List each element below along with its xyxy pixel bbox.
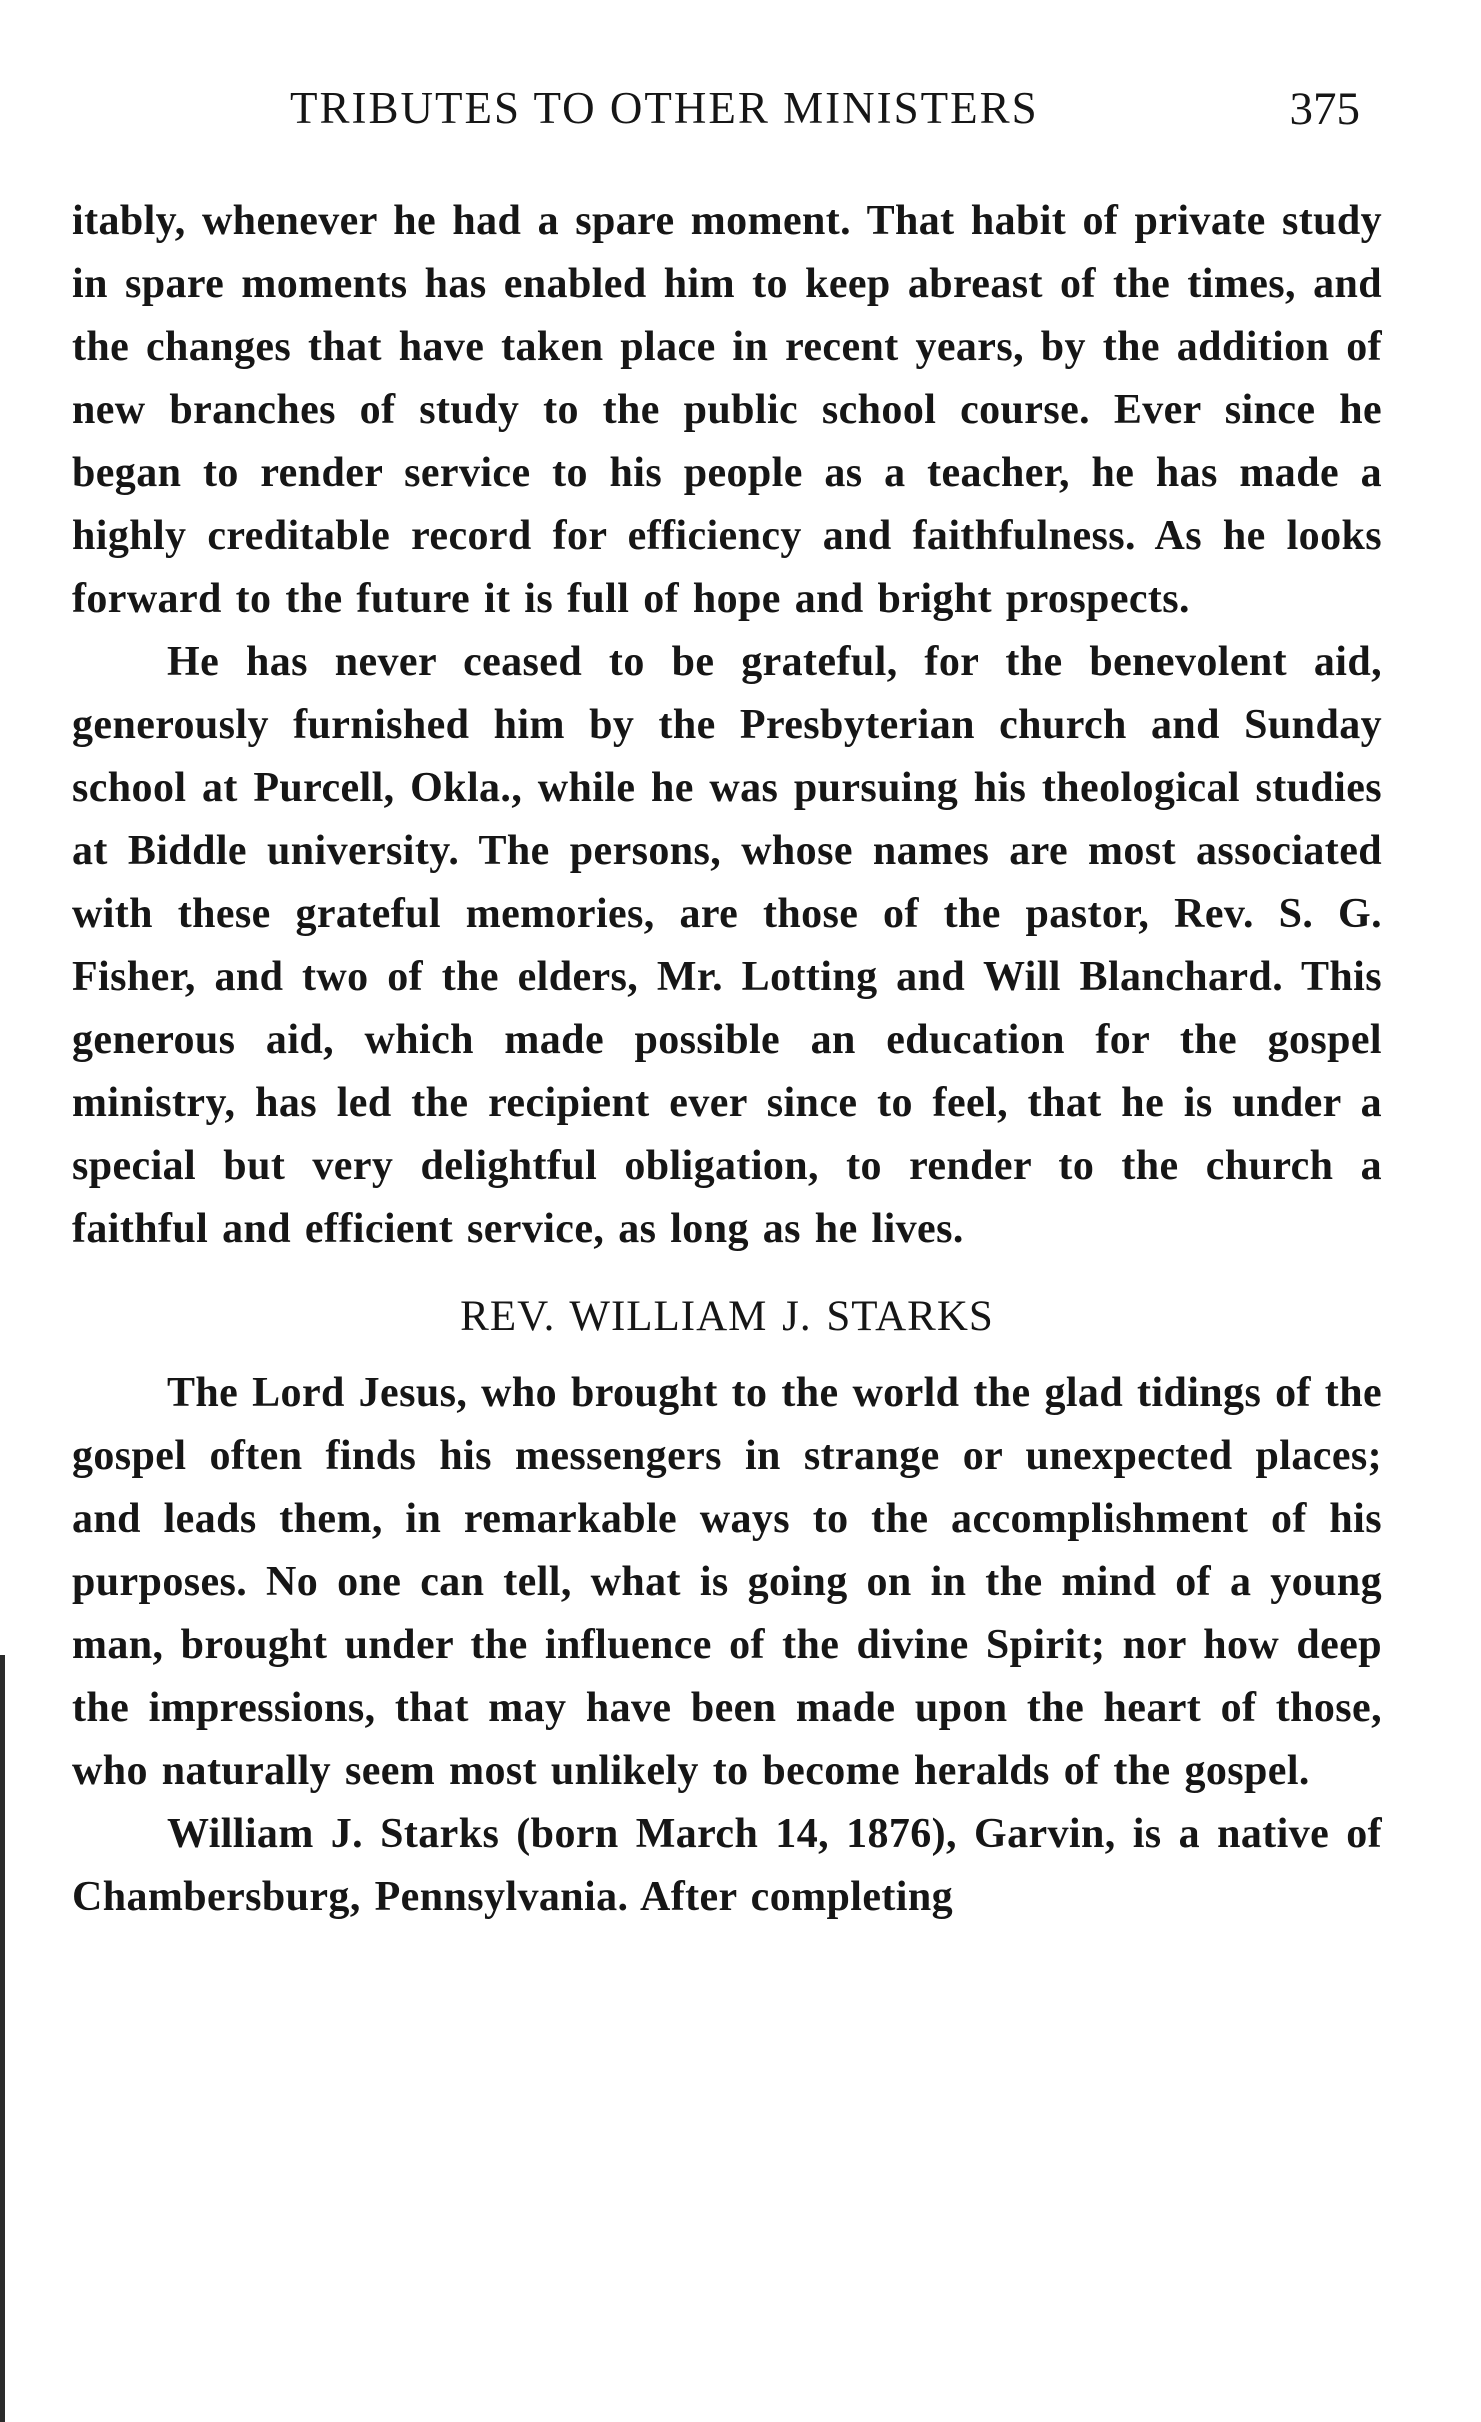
body-text [72, 190, 1382, 1929]
paragraph-biography: William J. Starks (born March 14, 1876), Garvin, is a native of Chambersburg, Pennsylvania. After completing [72, 1811, 1382, 1920]
binding-edge-line [0, 1655, 5, 2422]
section-heading: REV. WILLIAM J. STARKS [460, 1293, 994, 1340]
paragraph-gratitude: He has never ceased to be grateful, for the benevolent aid, generously furnished him by the Presbyterian church and Sunday school at Purcell, Okla., while he was pursuing his theological studies at Biddle university. The persons, whose names are most associated with these grateful memories, are those of the pastor, Rev. S. G. Fisher, and two of the elders, Mr. Lotting and Will Blanchard. This generous aid, which made possible an education for the gospel ministry, has led the recipient ever since to feel, that he is under a special but very delightful obligation, to render to the church a faithful and efficient service, as long as he lives. [72, 639, 1382, 1252]
running-head [290, 82, 1360, 152]
paragraph-continuation: itably, whenever he had a spare moment. That habit of private study in spare moments has enabled him to keep abreast of the times, and the changes that have taken place in recent years, by the addition of new branches of study to the public school course. Ever since he began to render service to his people as a teacher, he has made a highly creditable record for efficiency and faithfulness. As he looks forward to the future it is full of hope and bright prospects. [72, 198, 1382, 622]
page-number: 375 [1289, 83, 1360, 135]
paragraph-introduction: The Lord Jesus, who brought to the world the glad tidings of the gospel often finds his messengers in strange or unexpected places; and leads them, in remarkable ways to the accomplishment of his purposes. No one can tell, what is going on in the mind of a young man, brought under the influence of the divine Spirit; nor how deep the impressions, that may have been made upon the heart of those, who naturally seem most unlikely to become heralds of the gospel. [72, 1370, 1382, 1794]
running-title: TRIBUTES TO OTHER MINISTERS [290, 83, 1039, 133]
